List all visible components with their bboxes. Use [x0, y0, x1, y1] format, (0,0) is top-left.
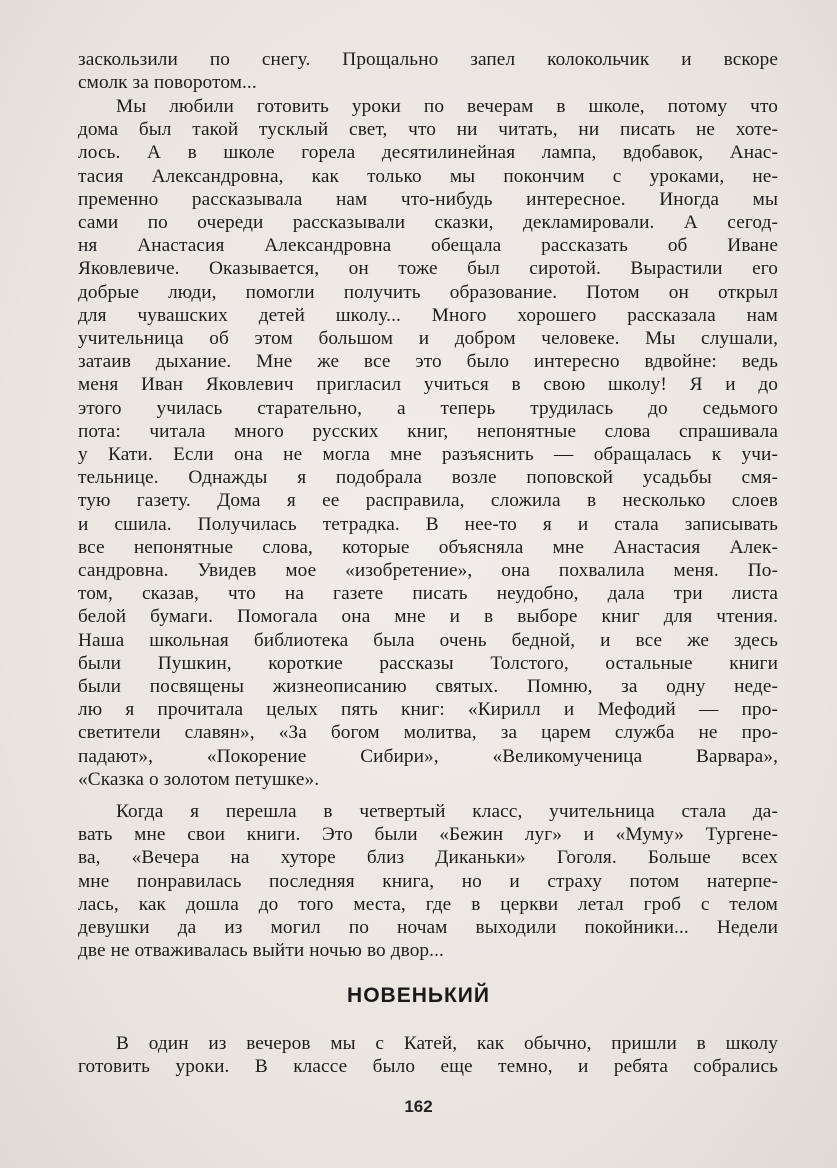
text-line: пременно рассказывала нам что-нибудь интересное. Иногда мы	[78, 188, 778, 210]
text-line: светители славян», «За богом молитва, за царем служба не про-	[78, 722, 778, 744]
text-line: дома был такой тусклый свет, что ни читать, ни писать не хоте-	[78, 119, 778, 141]
text-line: лю я прочитала целых пять книг: «Кирилл и Мефодий — про-	[78, 699, 778, 721]
text-line: ва, «Вечера на хуторе близ Диканьки» Гоголя. Больше всех	[78, 847, 778, 869]
text-line: тую газету. Дома я ее расправила, сложила в несколько слоев	[78, 490, 778, 512]
text-line: добрые люди, помогли получить образование. Потом он открыл	[78, 281, 778, 303]
text-line: этого училась старательно, а теперь трудилась до седьмого	[78, 397, 778, 419]
text-line: заскользили по снегу. Прощально запел колокольчик и вскоре	[78, 49, 778, 70]
text-line: и сшила. Получилась тетрадка. В нее-то я и стала записывать	[78, 513, 778, 535]
text-line: вать мне свои книги. Это были «Бежин луг» и «Муму» Тургене-	[78, 824, 778, 846]
paragraph-fourth-grade	[78, 800, 778, 962]
text-line: тельнице. Однажды я подобрала возле поповской усадьбы смя-	[78, 467, 778, 489]
text-line: были Пушкин, короткие рассказы Толстого, остальные книги	[78, 652, 778, 674]
text-line: том, сказав, что на газете писать неудобно, дала три листа	[78, 583, 778, 605]
text-line: сами по очереди рассказывали сказки, декламировали. А сегод-	[78, 212, 778, 234]
text-line: Яковлевиче. Оказывается, он тоже был сиротой. Вырастили его	[78, 258, 778, 280]
text-line: были посвящены жизнеописанию святых. Помню, за одну неде-	[78, 676, 778, 698]
text-line: учительница об этом большом и добром человеке. Мы слушали,	[78, 328, 778, 350]
text-line: сандровна. Увидев мое «изобретение», она похвалила меня. По-	[78, 560, 778, 582]
chapter-heading: НОВЕНЬКИЙ	[347, 984, 490, 1007]
text-line: все непонятные слова, которые объясняла мне Анастасия Алек-	[78, 536, 778, 558]
text-line: В один из вечеров мы с Катей, как обычно, пришли в школу	[116, 1033, 778, 1054]
text-line: затаив дыхание. Мне же все это было интересно вдвойне: ведь	[78, 351, 778, 373]
text-line: тасия Александровна, как только мы покончим с уроками, не-	[78, 165, 778, 187]
text-line: девушки да из могил по ночам выходили покойники... Недели	[78, 917, 778, 939]
text-line: Наша школьная библиотека была очень бедной, и все же здесь	[78, 629, 778, 651]
text-line: пота: читала много русских книг, непонятные слова спрашивала	[78, 420, 778, 442]
paragraph-lessons	[78, 95, 778, 791]
paragraph-continuation	[78, 48, 778, 94]
text-line: ня Анастасия Александровна обещала рассказать об Иване	[78, 235, 778, 257]
text-line: «Сказка о золотом петушке».	[78, 768, 320, 790]
text-line: белой бумаги. Помогала она мне и в выборе книг для чтения.	[78, 606, 778, 628]
text-line: Когда я перешла в четвертый класс, учительница стала да-	[116, 801, 778, 822]
text-line: две не отваживалась выйти ночью во двор...	[78, 940, 444, 962]
text-line: меня Иван Яковлевич пригласил учиться в свою школу! Я и до	[78, 374, 778, 396]
text-line: лась, как дошла до того места, где в церкви летал гроб с телом	[78, 893, 778, 915]
text-line: падают», «Покорение Сибири», «Великомученица Варвара»,	[78, 745, 778, 767]
text-line: у Кати. Если она не могла мне разъяснить — обращалась к учи-	[78, 444, 778, 466]
text-line: лось. А в школе горела десятилинейная лампа, вдобавок, Анас-	[78, 142, 778, 164]
page-number: 162	[404, 1097, 433, 1116]
text-line: готовить уроки. В классе было еще темно, и ребята собрались	[78, 1056, 778, 1078]
text-line: Мы любили готовить уроки по вечерам в школе, потому что	[116, 96, 778, 117]
text-line: мне понравилась последняя книга, но и страху потом натерпе-	[78, 870, 778, 892]
paragraph-chapter-start	[78, 1032, 778, 1078]
text-line: смолк за поворотом...	[78, 72, 257, 94]
text-line: для чувашских детей школу... Много хорошего рассказала нам	[78, 304, 778, 326]
